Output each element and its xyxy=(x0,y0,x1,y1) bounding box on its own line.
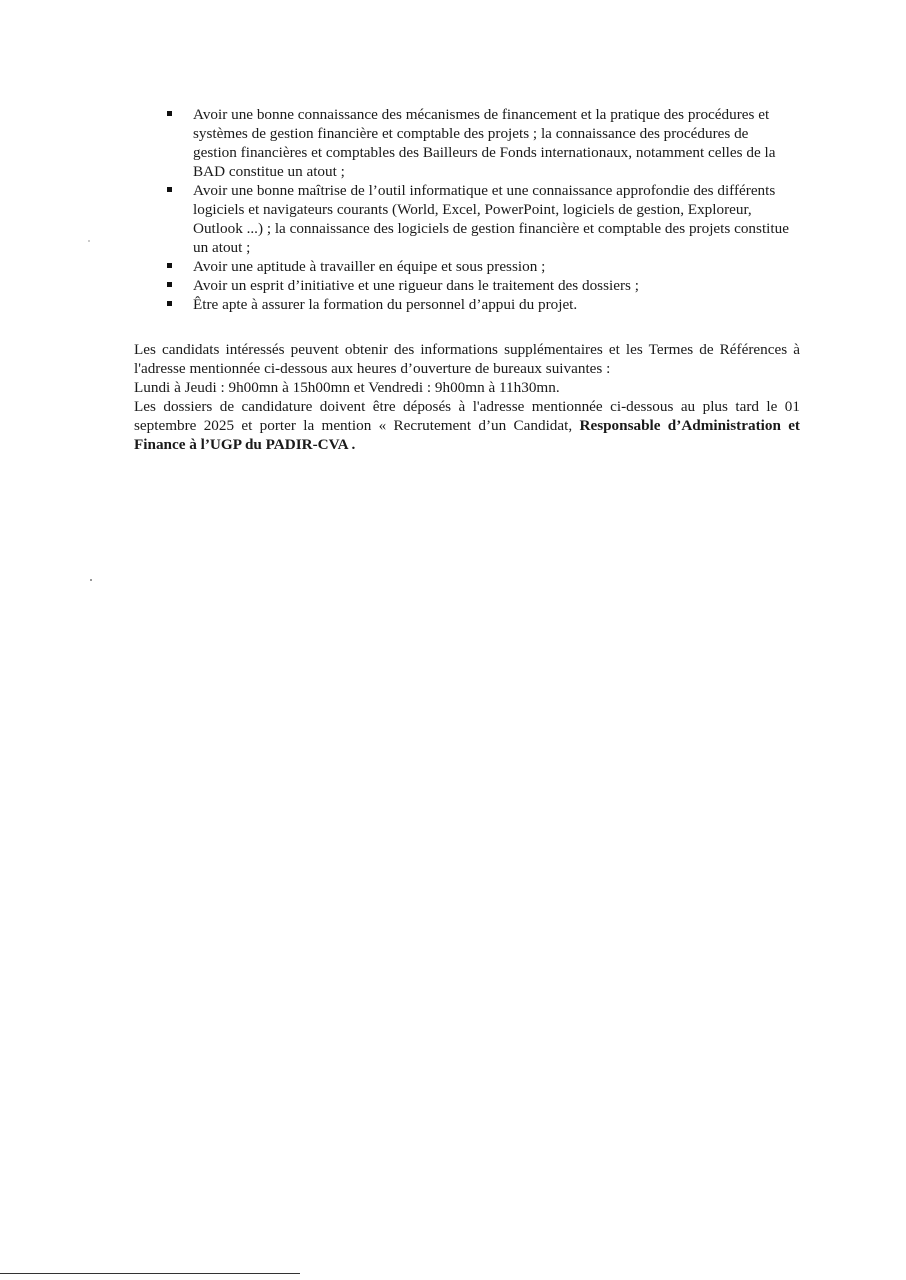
position-title: Responsable d’Administration et Finance à l’UGP du PADIR-CVA . xyxy=(134,417,800,453)
list-item xyxy=(166,257,796,276)
application-info xyxy=(134,340,800,454)
square-bullet-icon xyxy=(167,263,172,268)
list-item xyxy=(166,181,796,257)
requirement-text: Avoir une bonne maîtrise de l’outil informatique et une connaissance approfondie des différents logiciels et navigateurs courants (World, Excel, PowerPoint, logiciels de gestion, Exploreur, Outlook ...) ; la connaissance des logiciels de gestion financière et comptable des projets constitue un atout ; xyxy=(193,182,789,256)
submission-paragraph xyxy=(134,397,800,454)
info-paragraph: Les candidats intéressés peuvent obtenir des informations supplémentaires et les Termes de Références à l'adresse mentionnée ci-dessous aux heures d’ouverture de bureaux suivantes : xyxy=(134,341,800,377)
list-item xyxy=(166,276,796,295)
requirement-text: Avoir un esprit d’initiative et une rigueur dans le traitement des dossiers ; xyxy=(193,277,639,294)
square-bullet-icon xyxy=(167,301,172,306)
square-bullet-icon xyxy=(167,282,172,287)
office-hours: Lundi à Jeudi : 9h00mn à 15h00mn et Vendredi : 9h00mn à 11h30mn. xyxy=(134,379,560,396)
requirements-list xyxy=(166,105,796,314)
list-item xyxy=(166,295,796,314)
square-bullet-icon xyxy=(167,111,172,116)
square-bullet-icon xyxy=(167,187,172,192)
scan-edge-line xyxy=(0,1273,300,1274)
scan-speck xyxy=(88,240,90,242)
requirement-text: Être apte à assurer la formation du personnel d’appui du projet. xyxy=(193,296,578,313)
requirement-text: Avoir une aptitude à travailler en équipe et sous pression ; xyxy=(193,258,546,275)
submission-text: Les dossiers de candidature doivent être déposés à l'adresse mentionnée ci-dessous au plus tard le 01 septembre 2025 et porter la mention « Recrutement d’un Candidat, xyxy=(134,398,800,434)
scan-speck xyxy=(90,579,92,581)
list-item xyxy=(166,105,796,181)
requirement-text: Avoir une bonne connaissance des mécanismes de financement et la pratique des procédures et systèmes de gestion financière et comptable des projets ; la connaissance des procédures de gestion financières et comptables des Bailleurs de Fonds internationaux, notamment celles de la BAD constitue un atout ; xyxy=(193,106,776,180)
